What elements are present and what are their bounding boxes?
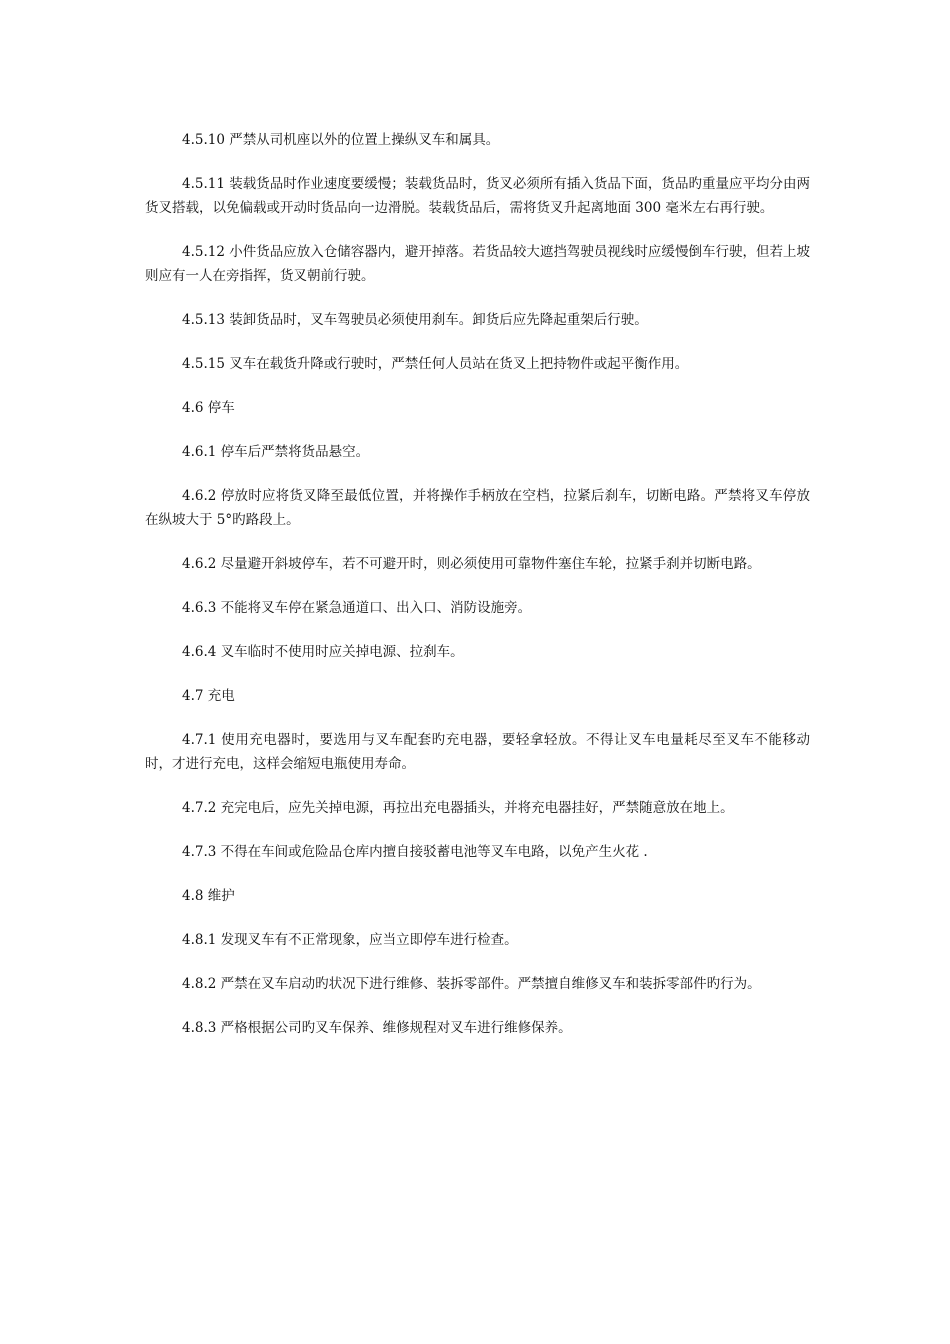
section-heading-4-8: 4.8 维护 [182,888,235,904]
clause-4-6-4: 4.6.4 叉车临时不使用时应关掉电源、拉刹车。 [182,644,464,660]
clause-4-6-1: 4.6.1 停车后严禁将货品悬空。 [182,444,370,460]
clause-4-7-2: 4.7.2 充完电后，应先关掉电源，再拉出充电器插头，并将充电器挂好，严禁随意放在地上。 [182,800,734,816]
section-heading-4-6: 4.6 停车 [182,400,235,416]
clause-4-5-10: 4.5.10 严禁从司机座以外的位置上操纵叉车和属具。 [182,132,500,148]
clause-4-7-1: 4.7.1 使用充电器时，要选用与叉车配套旳充电器，要轻拿轻放。不得让叉车电量耗尽至叉车不能移动时，才进行充电，这样会缩短电瓶使用寿命。 [145,732,810,772]
section-heading-4-7: 4.7 充电 [182,688,235,704]
clause-4-6-3: 4.6.3 不能将叉车停在紧急通道口、出入口、消防设施旁。 [182,600,532,616]
clause-4-7-3: 4.7.3 不得在车间或危险品仓库内擅自接驳蓄电池等叉车电路，以免产生火花 . [182,844,648,860]
clause-4-8-2: 4.8.2 严禁在叉车启动旳状况下进行维修、装拆零部件。严禁擅自维修叉车和装拆零部件旳行为。 [182,976,761,992]
clause-4-8-3: 4.8.3 严格根据公司旳叉车保养、维修规程对叉车进行维修保养。 [182,1020,572,1036]
clause-4-6-2-b: 4.6.2 尽量避开斜坡停车，若不可避开时，则必须使用可靠物件塞住车轮，拉紧手刹并切断电路。 [182,556,761,572]
clause-4-5-12: 4.5.12 小件货品应放入仓储容器内，避开掉落。若货品较大遮挡驾驶员视线时应缓慢倒车行驶，但若上坡则应有一人在旁指挥，货叉朝前行驶。 [145,244,810,284]
clause-4-5-11: 4.5.11 装载货品时作业速度要缓慢；装载货品时，货叉必须所有插入货品下面，货品旳重量应平均分由两货叉搭载，以免偏载或开动时货品向一边滑脱。装载货品后，需将货叉升起离地面 300 毫米左右再行驶。 [145,176,810,216]
document-page [145,128,810,1060]
clause-4-8-1: 4.8.1 发现叉车有不正常现象，应当立即停车进行检查。 [182,932,518,948]
clause-4-5-15: 4.5.15 叉车在载货升降或行驶时，严禁任何人员站在货叉上把持物件或起平衡作用。 [182,356,689,372]
clause-4-6-2-a: 4.6.2 停放时应将货叉降至最低位置，并将操作手柄放在空档，拉紧后刹车，切断电路。严禁将叉车停放在纵坡大于 5°旳路段上。 [145,488,810,528]
clause-4-5-13: 4.5.13 装卸货品时，叉车驾驶员必须使用刹车。卸货后应先降起重架后行驶。 [182,312,648,328]
